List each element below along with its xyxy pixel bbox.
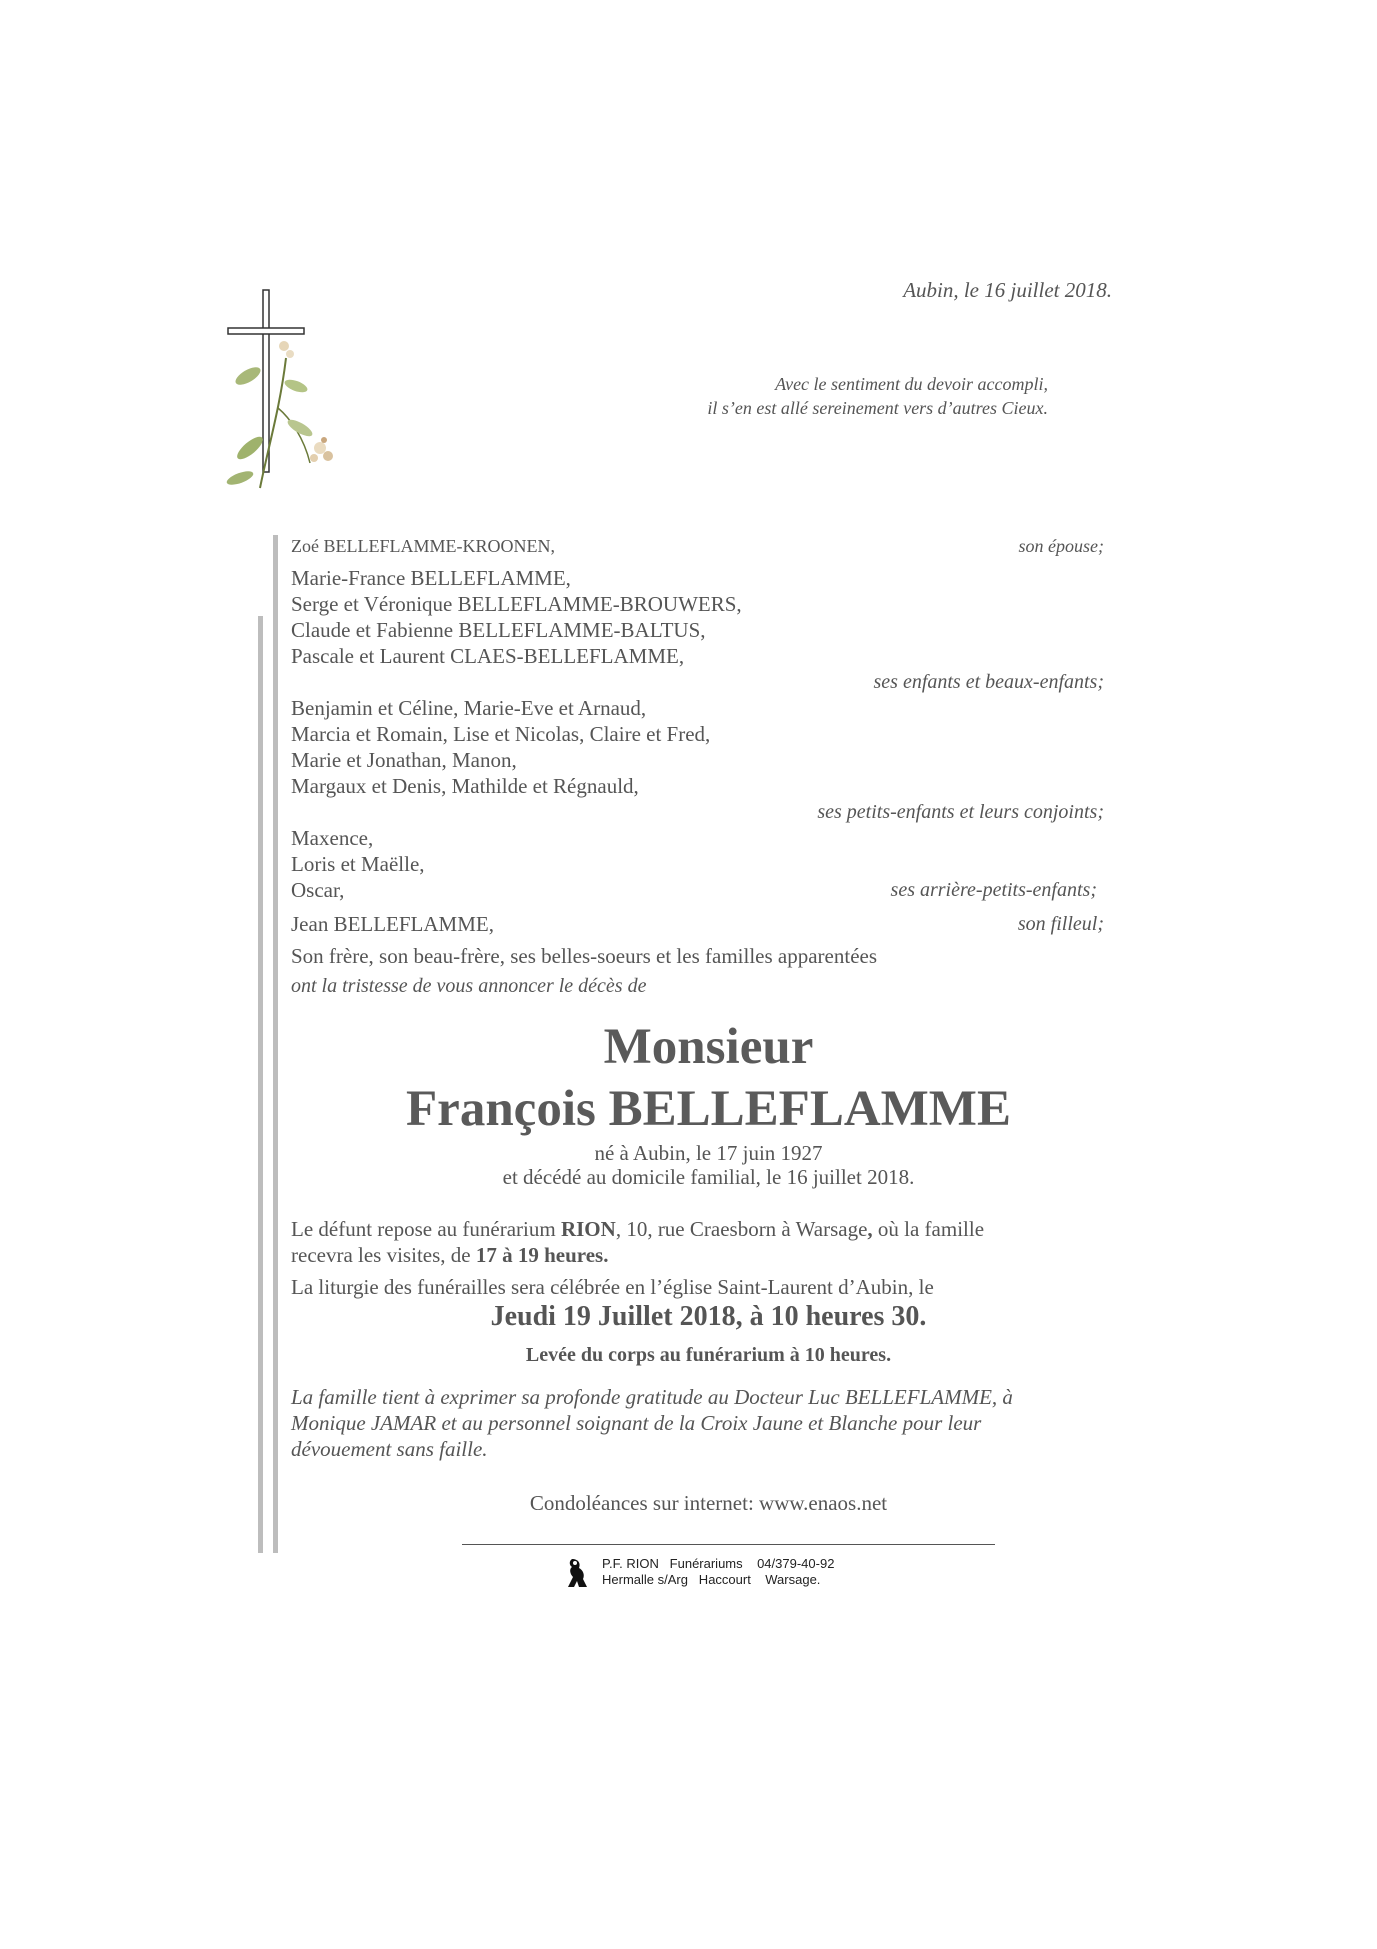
footer-line-2: Hermalle s/Arg Haccourt Warsage. <box>602 1572 821 1587</box>
funeral-home-text-c: , 10, rue Craesborn à Warsage <box>615 1217 868 1241</box>
list-item: Maxence, <box>291 826 374 850</box>
list-item: Claude et Fabienne BELLEFLAMME-BALTUS, <box>291 618 706 642</box>
children-role: ses enfants et beaux-enfants; <box>873 671 1104 693</box>
liturgy-info: La liturgie des funérailles sera célébrée en l’église Saint-Laurent d’Aubin, le <box>291 1275 934 1299</box>
footer-divider <box>462 1544 995 1545</box>
quote-line-2: il s’en est allé sereinement vers d’autres Cieux. <box>707 398 1048 418</box>
list-item: Marie et Jonathan, Manon, <box>291 748 517 772</box>
funeral-home-comma: , <box>867 1217 873 1241</box>
visits-hours: 17 à 19 heures. <box>475 1243 609 1267</box>
thanks-line-1: La famille tient à exprimer sa profonde gratitude au Docteur Luc BELLEFLAMME, à <box>291 1385 1013 1409</box>
thanks-line-2: Monique JAMAR et au personnel soignant de la Croix Jaune et Blanche pour leur <box>291 1411 982 1435</box>
funeral-date-time: Jeudi 19 Juillet 2018, à 10 heures 30. <box>490 1301 927 1332</box>
other-relatives: Son frère, son beau-frère, ses belles-soeurs et les familles apparentées <box>291 944 878 968</box>
announcement-line: ont la tristesse de vous annoncer le décès de <box>291 975 647 997</box>
notice-quote <box>560 372 1048 420</box>
funeral-home-text-e: où la famille <box>872 1217 985 1241</box>
list-item: Pascale et Laurent CLAES-BELLEFLAMME, <box>291 644 685 668</box>
footer-line-1: P.F. RION Funérariums 04/379-40-92 <box>602 1556 835 1571</box>
godson-role: son filleul; <box>1017 913 1104 935</box>
godson-name: Jean BELLEFLAMME, <box>291 912 494 936</box>
funeral-home-name: RION <box>560 1217 616 1241</box>
spouse-role: son épouse; <box>1018 536 1104 556</box>
visits-text: recevra les visites, de <box>291 1243 476 1267</box>
deceased-name: François BELLEFLAMME <box>406 1081 1011 1137</box>
funeral-home-info <box>291 1216 984 1242</box>
thanks-line-3: dévouement sans faille. <box>291 1437 488 1461</box>
grandchildren-role: ses petits-enfants et leurs conjoints; <box>817 801 1104 823</box>
list-item: Serge et Véronique BELLEFLAMME-BROUWERS, <box>291 592 742 616</box>
funeral-home-text-a: Le défunt repose au funérarium <box>291 1217 561 1241</box>
left-border-bar-secondary <box>258 616 263 1553</box>
list-item: Oscar, <box>291 878 345 902</box>
quote-line-1: Avec le sentiment du devoir accompli, <box>775 374 1048 394</box>
list-item: Loris et Maëlle, <box>291 852 425 876</box>
list-item: Margaux et Denis, Mathilde et Régnauld, <box>291 774 639 798</box>
list-item: Marcia et Romain, Lise et Nicolas, Claire et Fred, <box>291 722 711 746</box>
notice-date: Aubin, le 16 juillet 2018. <box>903 278 1112 302</box>
visits-info <box>291 1242 608 1268</box>
list-item: Benjamin et Céline, Marie-Eve et Arnaud, <box>291 696 647 720</box>
list-item: Marie-France BELLEFLAMME, <box>291 566 571 590</box>
left-border-bar <box>273 535 278 1553</box>
spouse-name: Zoé BELLEFLAMME-KROONEN, <box>291 536 555 556</box>
death-info: et décédé au domicile familial, le 16 juillet 2018. <box>502 1165 915 1189</box>
funeral-home-logo-icon <box>566 1557 588 1589</box>
great-grandchildren-role: ses arrière-petits-enfants; <box>890 879 1097 901</box>
deceased-title: Monsieur <box>603 1019 814 1075</box>
birth-info: né à Aubin, le 17 juin 1927 <box>594 1141 823 1165</box>
levee-info: Levée du corps au funérarium à 10 heures. <box>525 1344 892 1366</box>
funeral-home-footer <box>602 1556 834 1588</box>
cross-with-flowers-icon <box>220 288 356 498</box>
condolences-link[interactable]: Condoléances sur internet: www.enaos.net <box>529 1491 888 1515</box>
